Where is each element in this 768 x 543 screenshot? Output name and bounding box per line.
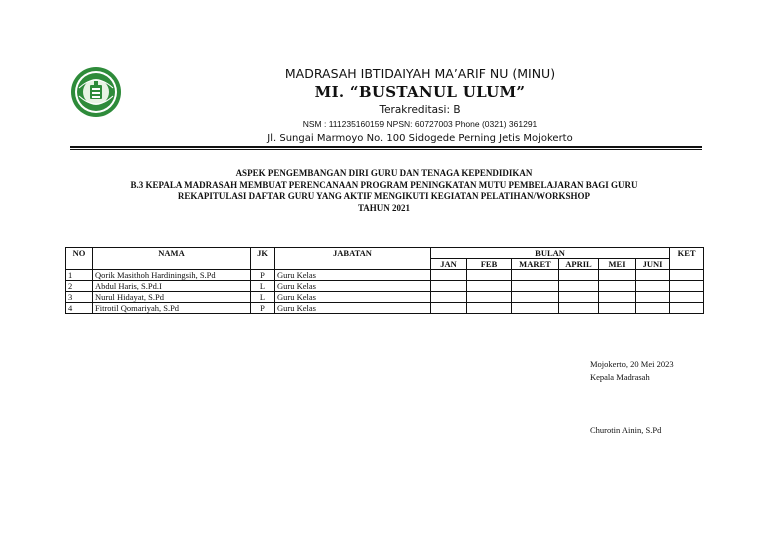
col-header-ket: KET [670,248,704,270]
cell-month [559,281,599,292]
cell-month [599,281,636,292]
month-header: MARET [512,259,559,270]
cell-no: 3 [66,292,93,303]
cell-month [431,281,467,292]
signature-place-date: Mojokerto, 20 Mei 2023 [590,359,674,369]
cell-nama: Abdul Haris, S.Pd.I [93,281,251,292]
month-header: MEI [599,259,636,270]
table-row [66,303,704,314]
table-row [66,292,704,303]
cell-jk: P [251,270,275,281]
signature-name: Churotin Ainin, S.Pd [590,425,662,435]
cell-nama: Fitrotil Qomariyah, S.Pd [93,303,251,314]
col-header-jk: JK [251,248,275,270]
cell-month [559,303,599,314]
school-name: MI. “BUSTANUL ULUM” [314,83,526,101]
cell-month [431,292,467,303]
cell-month [559,292,599,303]
madrasah-seal-icon [70,66,122,118]
cell-month [559,270,599,281]
cell-no: 4 [66,303,93,314]
month-header: JAN [431,259,467,270]
cell-jabatan: Guru Kelas [275,303,431,314]
header-divider-thin [70,149,702,150]
cell-jabatan: Guru Kelas [275,281,431,292]
cell-no: 2 [66,281,93,292]
school-address: Jl. Sungai Marmoyo No. 100 Sidogede Perning Jetis Mojokerto [267,133,573,144]
teacher-training-table [65,247,704,314]
cell-month [599,270,636,281]
title-line-4: TAHUN 2021 [357,202,411,213]
cell-month [636,281,670,292]
col-header-bulan: BULAN [431,248,670,259]
cell-month [599,292,636,303]
month-header: FEB [467,259,512,270]
cell-month [512,270,559,281]
cell-month [599,303,636,314]
header-divider-thick [70,146,702,148]
cell-jk: P [251,303,275,314]
cell-ket [670,281,704,292]
cell-nama: Qorik Masithoh Hardiningsih, S.Pd [93,270,251,281]
table-header-row [66,248,704,259]
cell-jabatan: Guru Kelas [275,270,431,281]
cell-ket [670,303,704,314]
cell-month [512,303,559,314]
cell-month [467,281,512,292]
cell-month [431,270,467,281]
cell-nama: Nurul Hidayat, S.Pd [93,292,251,303]
col-header-nama: NAMA [93,248,251,270]
cell-month [636,303,670,314]
cell-ket [670,292,704,303]
school-identifiers: NSM : 111235160159 NPSN: 60727003 Phone (0321) 361291 [302,119,538,129]
document-titles [40,168,728,214]
cell-jabatan: Guru Kelas [275,292,431,303]
month-header: APRIL [559,259,599,270]
col-header-no: NO [66,248,93,270]
cell-month [467,303,512,314]
table-row [66,281,704,292]
cell-jk: L [251,292,275,303]
title-line-1: ASPEK PENGEMBANGAN DIRI GURU DAN TENAGA KEPENDIDIKAN [235,168,533,178]
cell-month [512,281,559,292]
month-header: JUNI [636,259,670,270]
signature-role: Kepala Madrasah [590,372,650,382]
cell-month [467,270,512,281]
cell-month [467,292,512,303]
cell-month [636,292,670,303]
cell-no: 1 [66,270,93,281]
accreditation-text: Terakreditasi: B [379,104,461,116]
title-line-3: REKAPITULASI DAFTAR GURU YANG AKTIF MENGIKUTI KEGIATAN PELATIHAN/WORKSHOP [177,191,591,201]
cell-ket [670,270,704,281]
table-row [66,270,704,281]
cell-month [431,303,467,314]
col-header-jabatan: JABATAN [275,248,431,270]
cell-jk: L [251,281,275,292]
organization-line: MADRASAH IBTIDAIYAH MA’ARIF NU (MINU) [284,66,556,81]
cell-month [512,292,559,303]
cell-month [636,270,670,281]
title-line-2: B.3 KEPALA MADRASAH MEMBUAT PERENCANAAN PROGRAM PENINGKATAN MUTU PEMBELAJARAN BAGI GURU [130,179,638,190]
